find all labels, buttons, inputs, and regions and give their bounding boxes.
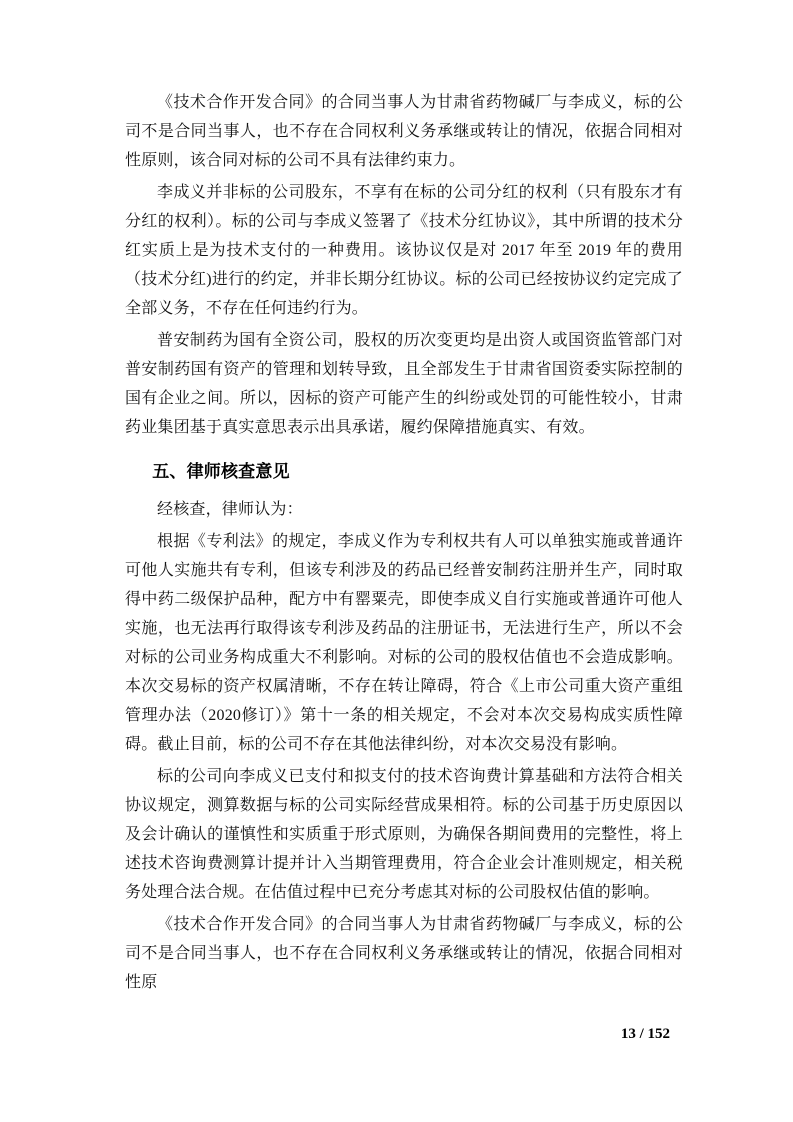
document-body <box>125 88 683 1000</box>
paragraph-dividend-rights: 李成义并非标的公司股东，不享有在标的公司分红的权利（只有股东才有分红的权利）。标的公司与李成义签署了《技术分红协议》，其中所谓的技术分红实质上是为技术支付的一种费用。该协议仅是对 2017 年至 2019 年的费用（技术分红)进行的约定，并非长期分红协议。标的公司已经按协议约定完成了全部义务，不存在任何违约行为。 <box>125 184 683 317</box>
section-heading-lawyer-verification-opinion: 五、律师核查意见 <box>152 462 290 481</box>
paragraph-patent-law-opinion: 根据《专利法》的规定，李成义作为专利权共有人可以单独实施或普通许可他人实施共有专利，但该专利涉及的药品已经普安制药注册并生产，同时取得中药二级保护品种，配方中有罂粟壳，即使李成义自行实施或普通许可他人实施，也无法再行取得该专利涉及药品的注册证书，无法进行生产，所以不会对标的公司业务构成重大不利影响。对标的公司的股权估值也不会造成影响。本次交易标的资产权属清晰，不存在转让障碍，符合《上市公司重大资产重组管理办法（2020修订）》第十一条的相关规定，不会对本次交易构成实质性障碍。截止目前，标的公司不存在其他法律纠纷，对本次交易没有影响。 <box>125 533 683 753</box>
paragraph-state-owned-equity: 普安制药为国有全资公司，股权的历次变更均是出资人或国资监管部门对普安制药国有资产的管理和划转导致，且全部发生于甘肃省国资委实际控制的国有企业之间。所以，因标的资产可能产生的纠纷或处罚的可能性较小，甘肃药业集团基于真实意思表示出具承诺，履约保障措施真实、有效。 <box>125 332 683 436</box>
paragraph-contract-parties: 《技术合作开发合同》的合同当事人为甘肃省药物碱厂与李成义，标的公司不是合同当事人，也不存在合同权利义务承继或转让的情况，依据合同相对性原则，该合同对标的公司不具有法律约束力。 <box>125 94 683 169</box>
paragraph-consulting-fee-opinion: 标的公司向李成义已支付和拟支付的技术咨询费计算基础和方法符合相关协议规定，测算数据与标的公司实际经营成果相符。标的公司基于历史原因以及会计确认的谨慎性和实质重于形式原则，为确保各期间费用的完整性，将上述技术咨询费测算计提并计入当期管理费用，符合企业会计准则规定，相关税务处理合法合规。在估值过程中已充分考虑其对标的公司股权估值的影响。 <box>125 768 683 901</box>
page-number: 13 / 152 <box>620 1026 670 1042</box>
paragraph-contract-parties-repeat: 《技术合作开发合同》的合同当事人为甘肃省药物碱厂与李成义，标的公司不是合同当事人，也不存在合同权利义务承继或转让的情况，依据合同相对性原 <box>125 916 683 991</box>
paragraph-verification-intro: 经核查，律师认为： <box>157 501 303 518</box>
